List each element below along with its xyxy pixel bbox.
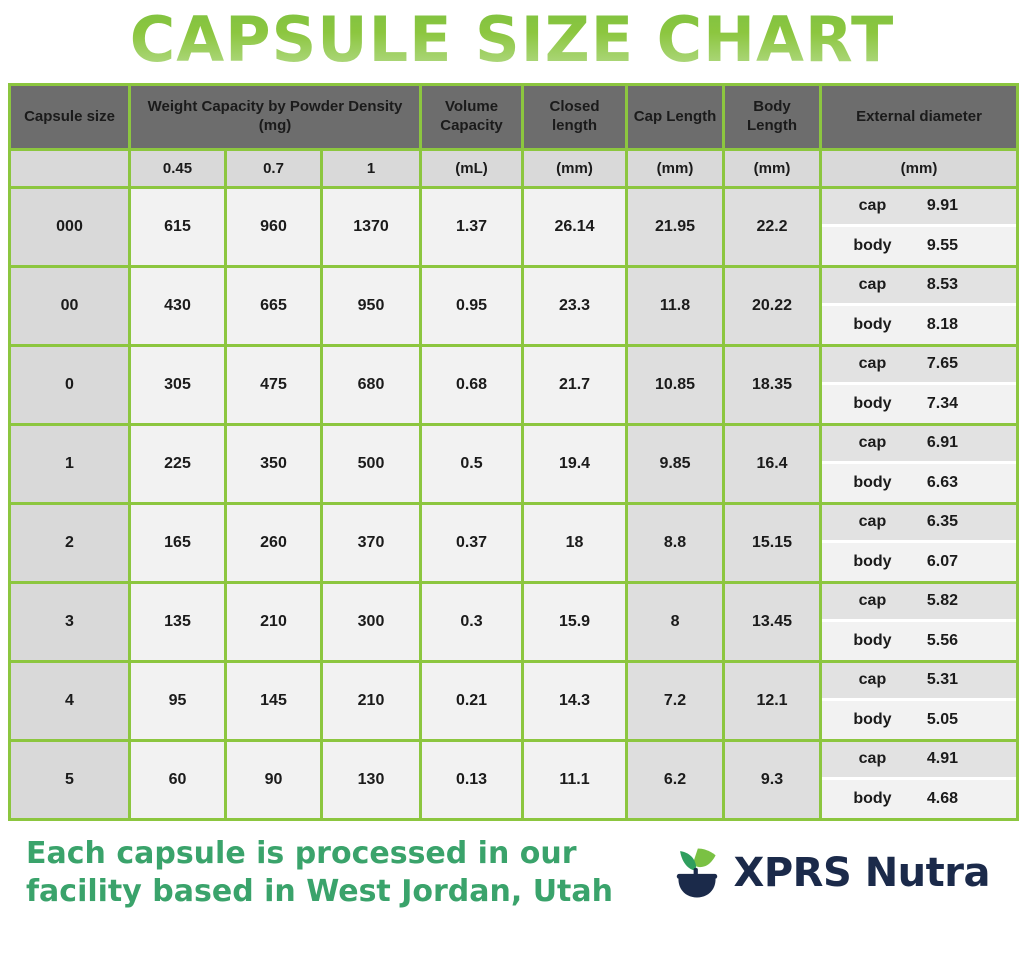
cell-volume: 0.5 xyxy=(421,424,523,503)
cell-external-diameter xyxy=(821,345,1018,424)
subheader-blank xyxy=(10,149,130,187)
cell-body-length: 9.3 xyxy=(724,740,821,819)
cell-volume: 0.21 xyxy=(421,661,523,740)
capsule-table-wrapper xyxy=(8,83,1016,821)
cell-weight-07: 210 xyxy=(226,582,322,661)
cell-size: 4 xyxy=(10,661,130,740)
cell-external-diameter xyxy=(821,266,1018,345)
cell-size: 0 xyxy=(10,345,130,424)
footer-line-1: Each capsule is processed in our xyxy=(26,835,577,871)
table-row xyxy=(10,740,1018,819)
cell-weight-07: 350 xyxy=(226,424,322,503)
cell-weight-045: 95 xyxy=(130,661,226,740)
ext-body-row xyxy=(822,701,1016,739)
header-volume-capacity: Volume Capacity xyxy=(421,85,523,150)
ext-cap-value: 6.35 xyxy=(926,513,959,531)
subheader-density-1: 1 xyxy=(322,149,421,187)
header-closed-length: Closed length xyxy=(523,85,627,150)
cell-weight-07: 475 xyxy=(226,345,322,424)
ext-body-label: body xyxy=(853,789,892,807)
ext-cap-label: cap xyxy=(858,513,887,531)
cell-closed-length: 19.4 xyxy=(523,424,627,503)
cell-size: 000 xyxy=(10,187,130,266)
cell-cap-length: 21.95 xyxy=(627,187,724,266)
table-subheader xyxy=(10,149,1018,187)
cell-weight-045: 225 xyxy=(130,424,226,503)
ext-body-label: body xyxy=(853,631,892,649)
cell-volume: 1.37 xyxy=(421,187,523,266)
cell-weight-1: 370 xyxy=(322,503,421,582)
cell-body-length: 18.35 xyxy=(724,345,821,424)
ext-cap-row xyxy=(822,505,1016,543)
cell-body-length: 22.2 xyxy=(724,187,821,266)
ext-cap-value: 9.91 xyxy=(926,197,959,215)
subheader-external-unit: (mm) xyxy=(821,149,1018,187)
ext-cap-row xyxy=(822,189,1016,227)
cell-size: 00 xyxy=(10,266,130,345)
cell-weight-045: 305 xyxy=(130,345,226,424)
ext-cap-value: 6.91 xyxy=(926,434,959,452)
ext-body-row xyxy=(822,622,1016,660)
subheader-density-07: 0.7 xyxy=(226,149,322,187)
cell-cap-length: 6.2 xyxy=(627,740,724,819)
cell-volume: 0.37 xyxy=(421,503,523,582)
table-row xyxy=(10,503,1018,582)
ext-cap-label: cap xyxy=(858,197,887,215)
subheader-closed-unit: (mm) xyxy=(523,149,627,187)
cell-weight-1: 500 xyxy=(322,424,421,503)
cell-closed-length: 21.7 xyxy=(523,345,627,424)
cell-weight-07: 260 xyxy=(226,503,322,582)
cell-weight-1: 950 xyxy=(322,266,421,345)
ext-cap-row xyxy=(822,347,1016,385)
brand-name: XPRS Nutra xyxy=(733,850,990,897)
table-row xyxy=(10,187,1018,266)
cell-weight-045: 60 xyxy=(130,740,226,819)
cell-cap-length: 11.8 xyxy=(627,266,724,345)
ext-cap-value: 5.82 xyxy=(926,592,959,610)
cell-weight-07: 90 xyxy=(226,740,322,819)
header-capsule-size: Capsule size xyxy=(10,85,130,150)
ext-cap-row xyxy=(822,663,1016,701)
cell-weight-07: 145 xyxy=(226,661,322,740)
subheader-cap-unit: (mm) xyxy=(627,149,724,187)
cell-weight-045: 430 xyxy=(130,266,226,345)
ext-cap-row xyxy=(822,584,1016,622)
ext-body-value: 7.34 xyxy=(926,394,959,412)
ext-cap-value: 4.91 xyxy=(926,750,959,768)
ext-cap-label: cap xyxy=(858,592,887,610)
cell-closed-length: 14.3 xyxy=(523,661,627,740)
cell-weight-07: 665 xyxy=(226,266,322,345)
cell-external-diameter xyxy=(821,424,1018,503)
cell-volume: 0.68 xyxy=(421,345,523,424)
cell-weight-045: 165 xyxy=(130,503,226,582)
ext-body-value: 8.18 xyxy=(926,315,959,333)
cell-closed-length: 23.3 xyxy=(523,266,627,345)
cell-body-length: 15.15 xyxy=(724,503,821,582)
page-title: CAPSULE SIZE CHART xyxy=(0,4,1024,75)
subheader-body-unit: (mm) xyxy=(724,149,821,187)
brand-logo xyxy=(670,845,1004,901)
ext-body-row xyxy=(822,227,1016,265)
table-row xyxy=(10,266,1018,345)
ext-cap-row xyxy=(822,268,1016,306)
ext-body-label: body xyxy=(853,473,892,491)
cell-weight-045: 615 xyxy=(130,187,226,266)
table-row xyxy=(10,582,1018,661)
footer-message xyxy=(26,835,613,912)
cell-closed-length: 15.9 xyxy=(523,582,627,661)
cell-volume: 0.13 xyxy=(421,740,523,819)
ext-body-value: 4.68 xyxy=(926,789,959,807)
cell-closed-length: 18 xyxy=(523,503,627,582)
cell-size: 1 xyxy=(10,424,130,503)
ext-body-label: body xyxy=(853,394,892,412)
cell-weight-1: 210 xyxy=(322,661,421,740)
ext-body-label: body xyxy=(853,710,892,728)
ext-body-value: 9.55 xyxy=(926,236,959,254)
footer xyxy=(0,821,1024,912)
capsule-size-table xyxy=(8,83,1019,821)
ext-body-row xyxy=(822,306,1016,344)
cell-weight-045: 135 xyxy=(130,582,226,661)
table-row xyxy=(10,661,1018,740)
cell-cap-length: 8.8 xyxy=(627,503,724,582)
cell-size: 5 xyxy=(10,740,130,819)
cell-weight-1: 680 xyxy=(322,345,421,424)
title-section xyxy=(0,0,1024,75)
header-cap-length: Cap Length xyxy=(627,85,724,150)
subheader-volume-unit: (mL) xyxy=(421,149,523,187)
subheader-row xyxy=(10,149,1018,187)
ext-cap-value: 7.65 xyxy=(926,355,959,373)
cell-closed-length: 26.14 xyxy=(523,187,627,266)
ext-body-value: 6.63 xyxy=(926,473,959,491)
footer-line-2: facility based in West Jordan, Utah xyxy=(26,874,613,910)
cell-volume: 0.95 xyxy=(421,266,523,345)
cell-volume: 0.3 xyxy=(421,582,523,661)
table-header xyxy=(10,85,1018,150)
ext-body-value: 6.07 xyxy=(926,552,959,570)
table-row xyxy=(10,345,1018,424)
ext-cap-label: cap xyxy=(858,750,887,768)
header-external-diameter: External diameter xyxy=(821,85,1018,150)
ext-cap-label: cap xyxy=(858,276,887,294)
cell-weight-07: 960 xyxy=(226,187,322,266)
ext-cap-label: cap xyxy=(858,671,887,689)
cell-cap-length: 10.85 xyxy=(627,345,724,424)
cell-size: 2 xyxy=(10,503,130,582)
subheader-density-045: 0.45 xyxy=(130,149,226,187)
ext-cap-value: 8.53 xyxy=(926,276,959,294)
ext-body-row xyxy=(822,385,1016,423)
cell-body-length: 12.1 xyxy=(724,661,821,740)
ext-body-value: 5.05 xyxy=(926,710,959,728)
ext-cap-label: cap xyxy=(858,355,887,373)
cell-cap-length: 9.85 xyxy=(627,424,724,503)
header-weight-capacity: Weight Capacity by Powder Density (mg) xyxy=(130,85,421,150)
table-body xyxy=(10,187,1018,819)
ext-cap-value: 5.31 xyxy=(926,671,959,689)
ext-cap-row xyxy=(822,742,1016,780)
cell-external-diameter xyxy=(821,582,1018,661)
ext-body-row xyxy=(822,543,1016,581)
ext-cap-label: cap xyxy=(858,434,887,452)
cell-body-length: 20.22 xyxy=(724,266,821,345)
cell-weight-1: 300 xyxy=(322,582,421,661)
cell-body-length: 13.45 xyxy=(724,582,821,661)
cell-weight-1: 1370 xyxy=(322,187,421,266)
cell-external-diameter xyxy=(821,187,1018,266)
cell-external-diameter xyxy=(821,503,1018,582)
table-row xyxy=(10,424,1018,503)
ext-body-label: body xyxy=(853,315,892,333)
cell-body-length: 16.4 xyxy=(724,424,821,503)
header-row xyxy=(10,85,1018,150)
ext-body-label: body xyxy=(853,236,892,254)
cell-cap-length: 7.2 xyxy=(627,661,724,740)
header-body-length: Body Length xyxy=(724,85,821,150)
cell-cap-length: 8 xyxy=(627,582,724,661)
ext-body-label: body xyxy=(853,552,892,570)
cell-weight-1: 130 xyxy=(322,740,421,819)
cell-external-diameter xyxy=(821,740,1018,819)
leaf-mortar-icon xyxy=(670,845,724,901)
cell-size: 3 xyxy=(10,582,130,661)
ext-body-row xyxy=(822,464,1016,502)
ext-body-value: 5.56 xyxy=(926,631,959,649)
ext-body-row xyxy=(822,780,1016,818)
cell-closed-length: 11.1 xyxy=(523,740,627,819)
cell-external-diameter xyxy=(821,661,1018,740)
ext-cap-row xyxy=(822,426,1016,464)
